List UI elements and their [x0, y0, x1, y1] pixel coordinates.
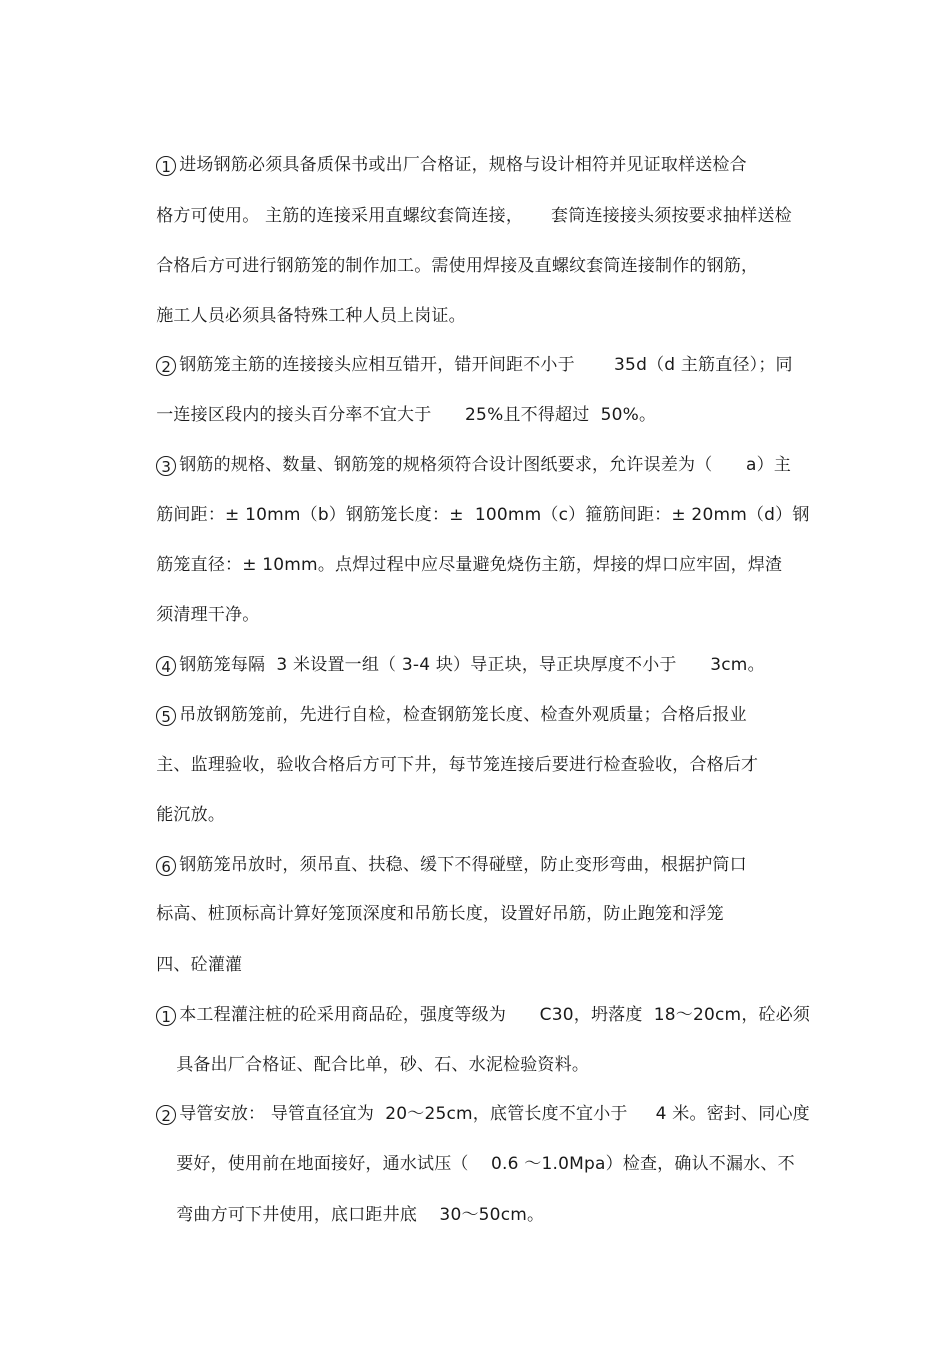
line-15 [145, 829, 747, 877]
line-6 [145, 379, 656, 427]
circled-number-3: 3 [156, 456, 176, 476]
line-10 [145, 579, 259, 627]
line-5 [145, 329, 793, 377]
line-text: 须清理干净。 [156, 605, 260, 625]
line-text: 筋间距：± 10mm（b）钢筋笼长度：± 100mm（c）箍筋间距：± 20mm（d）钢 [156, 505, 810, 525]
line-text: 能沉放。 [156, 805, 226, 825]
line-18 [145, 979, 810, 1027]
circled-number-1: 1 [156, 1006, 176, 1026]
line-text: 钢筋的规格、数量、钢筋笼的规格须符合设计图纸要求，允许误差为（ a）主 [179, 455, 792, 475]
line-text: 标高、桩顶标高计算好笼顶深度和吊筋长度，设置好吊筋，防止跑笼和浮笼 [156, 904, 724, 924]
line-text: 钢筋笼每隔 3 米设置一组（ 3-4 块）导正块，导正块厚度不小于 3cm。 [179, 655, 765, 675]
line-text: 具备出厂合格证、配合比单，砂、石、水泥检验资料。 [176, 1055, 590, 1075]
line-text: 弯曲方可下井使用，底口距井底 30～50cm。 [176, 1205, 545, 1225]
line-text: 钢筋笼吊放时，须吊直、扶稳、缓下不得碰壁，防止变形弯曲，根据护筒口 [179, 855, 747, 875]
line-2 [145, 180, 792, 228]
line-text: 主、监理验收，验收合格后方可下井，每节笼连接后要进行检查验收，合格后才 [156, 755, 759, 775]
line-text: 格方可使用。 主筋的连接采用直螺纹套筒连接， 套筒连接接头须按要求抽样送检 [156, 206, 792, 226]
circled-number-5: 5 [156, 706, 176, 726]
heading-text: 四、砼灌灌 [156, 955, 243, 975]
line-16 [145, 878, 724, 926]
circled-number-1: 1 [156, 156, 176, 176]
line-4 [145, 280, 466, 328]
section-heading [145, 929, 242, 977]
line-12 [145, 679, 747, 727]
line-text: 施工人员必须具备特殊工种人员上岗证。 [156, 306, 466, 326]
line-text: 钢筋笼主筋的连接接头应相互错开，错开间距不小于 35d（d 主筋直径）；同 [179, 355, 793, 375]
line-text: 本工程灌注桩的砼采用商品砼，强度等级为 C30，坍落度 18～20cm，砼必须 [179, 1005, 811, 1025]
line-11 [145, 629, 765, 677]
line-19 [165, 1029, 589, 1077]
circled-number-2: 2 [156, 356, 176, 376]
line-3 [145, 230, 758, 278]
line-8 [145, 479, 810, 527]
line-text: 进场钢筋必须具备质保书或出厂合格证，规格与设计相符并见证取样送检合 [179, 155, 747, 175]
line-text: 吊放钢筋笼前，先进行自检，检查钢筋笼长度、检查外观质量；合格后报业 [179, 705, 747, 725]
circled-number-4: 4 [156, 656, 176, 676]
line-1 [145, 129, 747, 177]
line-9 [145, 529, 782, 577]
line-text: 合格后方可进行钢筋笼的制作加工。需使用焊接及直螺纹套筒连接制作的钢筋， [156, 256, 759, 276]
line-21 [165, 1128, 795, 1176]
line-text: 导管安放： 导管直径宜为 20～25cm，底管长度不宜小于 4 米。密封、同心度 [179, 1104, 810, 1124]
line-20 [145, 1078, 810, 1126]
line-7 [145, 429, 791, 477]
line-14 [145, 779, 225, 827]
line-text: 筋笼直径：± 10mm。点焊过程中应尽量避免烧伤主筋，焊接的焊口应牢固，焊渣 [156, 555, 783, 575]
line-text: 一连接区段内的接头百分率不宜大于 25%且不得超过 50%。 [156, 405, 657, 425]
line-22 [165, 1179, 544, 1227]
line-text: 要好，使用前在地面接好，通水试压（ 0.6 ～1.0Mpa）检查，确认不漏水、不 [176, 1154, 795, 1174]
circled-number-6: 6 [156, 856, 176, 876]
circled-number-2: 2 [156, 1105, 176, 1125]
line-13 [145, 729, 758, 777]
